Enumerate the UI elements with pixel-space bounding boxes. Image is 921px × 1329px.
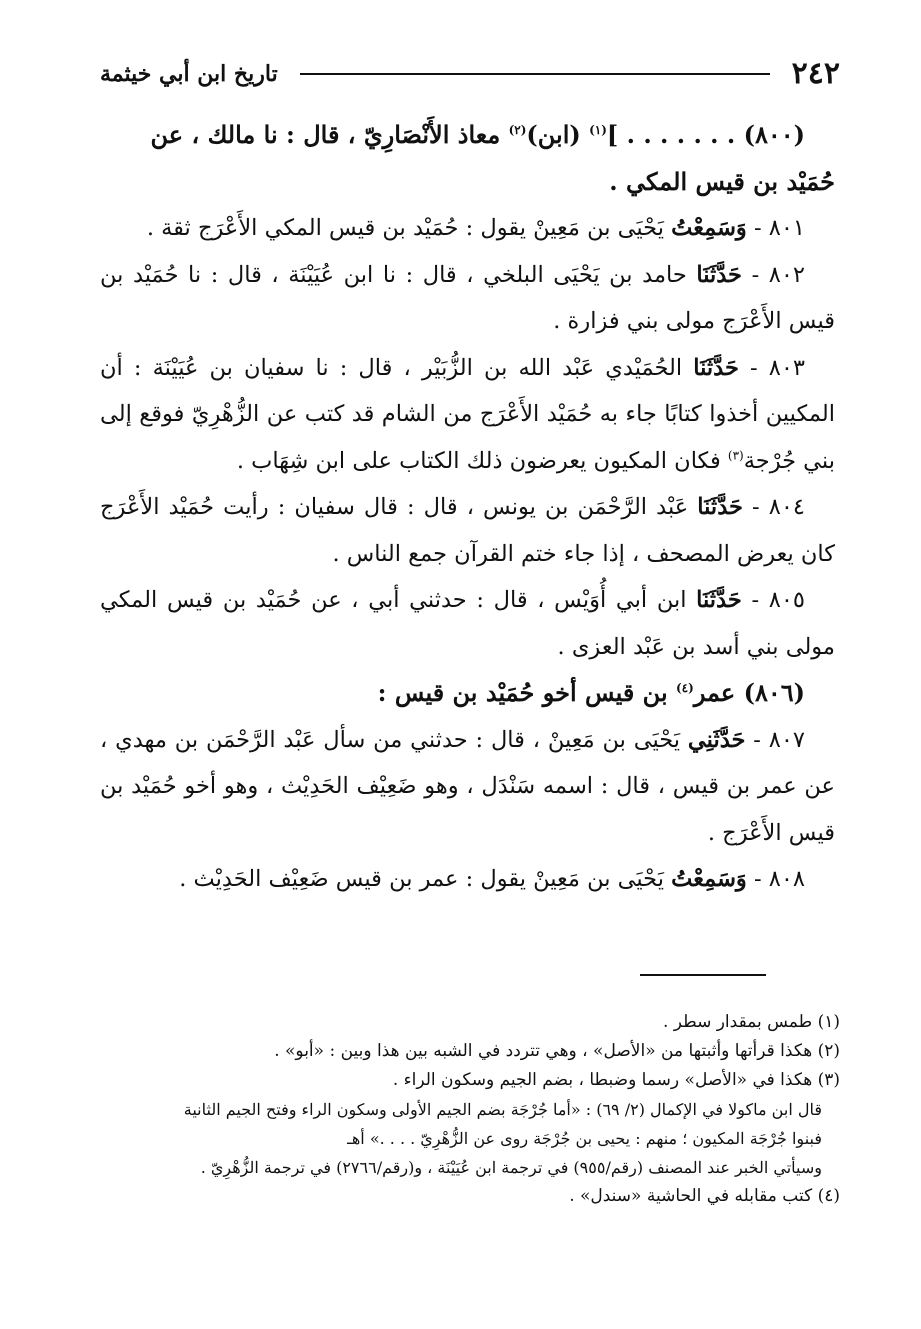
entry-807 [100, 717, 835, 857]
entry-number: ٨٠٥ - [751, 587, 805, 613]
entry-803 [100, 345, 835, 485]
main-text [100, 112, 835, 903]
entry-number: ٨٠٤ - [752, 494, 805, 520]
footnote-4: (٤) كتب مقابله في الحاشية «سندل» . [569, 1186, 840, 1206]
entry-lead: حَدَّثَنَا [696, 261, 742, 288]
entry-lead: حَدَّثَنَا [693, 354, 739, 381]
header-rule [300, 73, 770, 75]
entry-text: حامد بن يَحْيَى البلخي ، قال : نا ابن عُيَيْنَة ، قال : نا حُمَيْد بن قيس الأَعْرَج مولى بني فزارة . [100, 261, 835, 334]
footnote-3-continuation: وسيأتي الخبر عند المصنف (رقم/٩٥٥) في ترجمة ابن عُيَيْنَة ، و(رقم/٢٧٦٦) في ترجمة الزُّهْرِيّ . [200, 1158, 822, 1177]
entry-lead: حَدَّثَنَا [696, 587, 742, 613]
entry-number: (٨٠٠) [743, 120, 805, 149]
footnote-ref: (١) [589, 123, 607, 137]
footnote-2: (٢) هكذا قرأتها وأثبتها من «الأصل» ، وهي تتردد في الشبه بين هذا وبين : «أبو» . [274, 1041, 840, 1061]
page-header [100, 52, 840, 96]
entry-808 [100, 856, 835, 903]
entry-text: فكان المكيون يعرضون ذلك الكتاب على ابن شِهَاب . [236, 447, 721, 474]
entry-lead: وَسَمِعْتُ [671, 866, 747, 892]
entry-text: يَحْيَى بن مَعِينْ يقول : عمر بن قيس ضَعِيْف الحَدِيْث . [179, 866, 664, 892]
footnote-ref: (٣) [727, 448, 744, 462]
entry-number: ٨٠١ - [753, 215, 805, 241]
entry-text: ابن أبي أُوَيْس ، قال : حدثني أبي ، عن حُمَيْد بن قيس المكي مولى بني أسد بن عَبْد العزى . [100, 587, 835, 660]
footnote-separator [640, 974, 766, 976]
entry-806 [100, 670, 835, 717]
entry-text: عمر [693, 678, 736, 707]
inserted-word: (ابن) [526, 120, 581, 149]
footnote-ref: (٤) [675, 681, 694, 695]
entry-number: ٨٠٨ - [753, 866, 805, 892]
entry-text: يَحْيَى بن مَعِينْ يقول : حُمَيْد بن قيس المكي الأَعْرَج ثقة . [146, 215, 664, 241]
page-number: ٢٤٢ [791, 56, 840, 91]
entry-number: ٨٠٣ - [750, 354, 805, 381]
entry-text: حُمَيْد بن قيس المكي . [609, 166, 835, 196]
entry-lead: حَدَّثَنَا [697, 494, 743, 520]
running-title: تاريخ ابن أبي خيثمة [100, 61, 278, 87]
entry-text: بن قيس أخو حُمَيْد بن قيس : [377, 678, 668, 707]
entry-805 [100, 577, 835, 670]
footnote-3: (٣) هكذا في «الأصل» رسما وضبطا ، بضم الجيم وسكون الراء . [392, 1070, 840, 1090]
entry-lead: حَدَّثَنِي [687, 726, 746, 753]
entry-804 [100, 484, 835, 577]
entry-number: ٨٠٧ - [753, 726, 806, 753]
footnotes [100, 1008, 840, 1211]
entry-text: عَبْد الرَّحْمَن بن يونس ، قال : قال سفيان : رأيت حُمَيْد الأَعْرَج كان يعرض المصحف ، إذا جاء ختم القرآن جمع الناس . [100, 494, 835, 567]
entry-801 [100, 205, 835, 252]
entry-text: الحُمَيْدي عَبْد الله بن الزُّبَيْر ، قال : نا سفيان بن عُيَيْنَة : أن المكيين أخذوا كتابًا جاء به حُمَيْد الأَعْرَج من الشام قد كتب عن الزُّهْرِيّ فوقع إلى بني جُرْجة [100, 354, 835, 474]
entry-802 [100, 252, 835, 345]
footnote-ref: (٢) [508, 123, 527, 137]
footnote-1: (١) طمس بمقدار سطر . [662, 1012, 840, 1032]
footnote-3-continuation: فبنوا جُرْجَة المكيون ؛ منهم : يحيى بن جُرْجَة روى عن الزُّهْرِيّ . . . .» أهـ [347, 1129, 822, 1148]
footnote-3-continuation: قال ابن ماكولا في الإكمال (٢/ ٦٩) : «أما جُرْجَة بضم الجيم الأولى وسكون الراء وفتح الجيم الثانية [183, 1100, 822, 1119]
entry-text: يَحْيَى بن مَعِينْ ، قال : حدثني من سأل عَبْد الرَّحْمَن بن مهدي ، عن عمر بن قيس ، قال : اسمه سَنْدَل ، وهو ضَعِيْف الحَدِيْث ، وهو أخو حُمَيْد بن قيس الأَعْرَج . [100, 726, 835, 846]
entry-lead: وَسَمِعْتُ [671, 215, 747, 241]
entry-800 [100, 112, 835, 205]
entry-text: معاذ الأَنْصَارِيّ ، قال : نا مالك ، عن [150, 120, 501, 149]
entry-number: ٨٠٢ - [751, 261, 806, 288]
lacuna: . . . . . . . ] [606, 120, 736, 149]
entry-number: (٨٠٦) [743, 678, 805, 707]
